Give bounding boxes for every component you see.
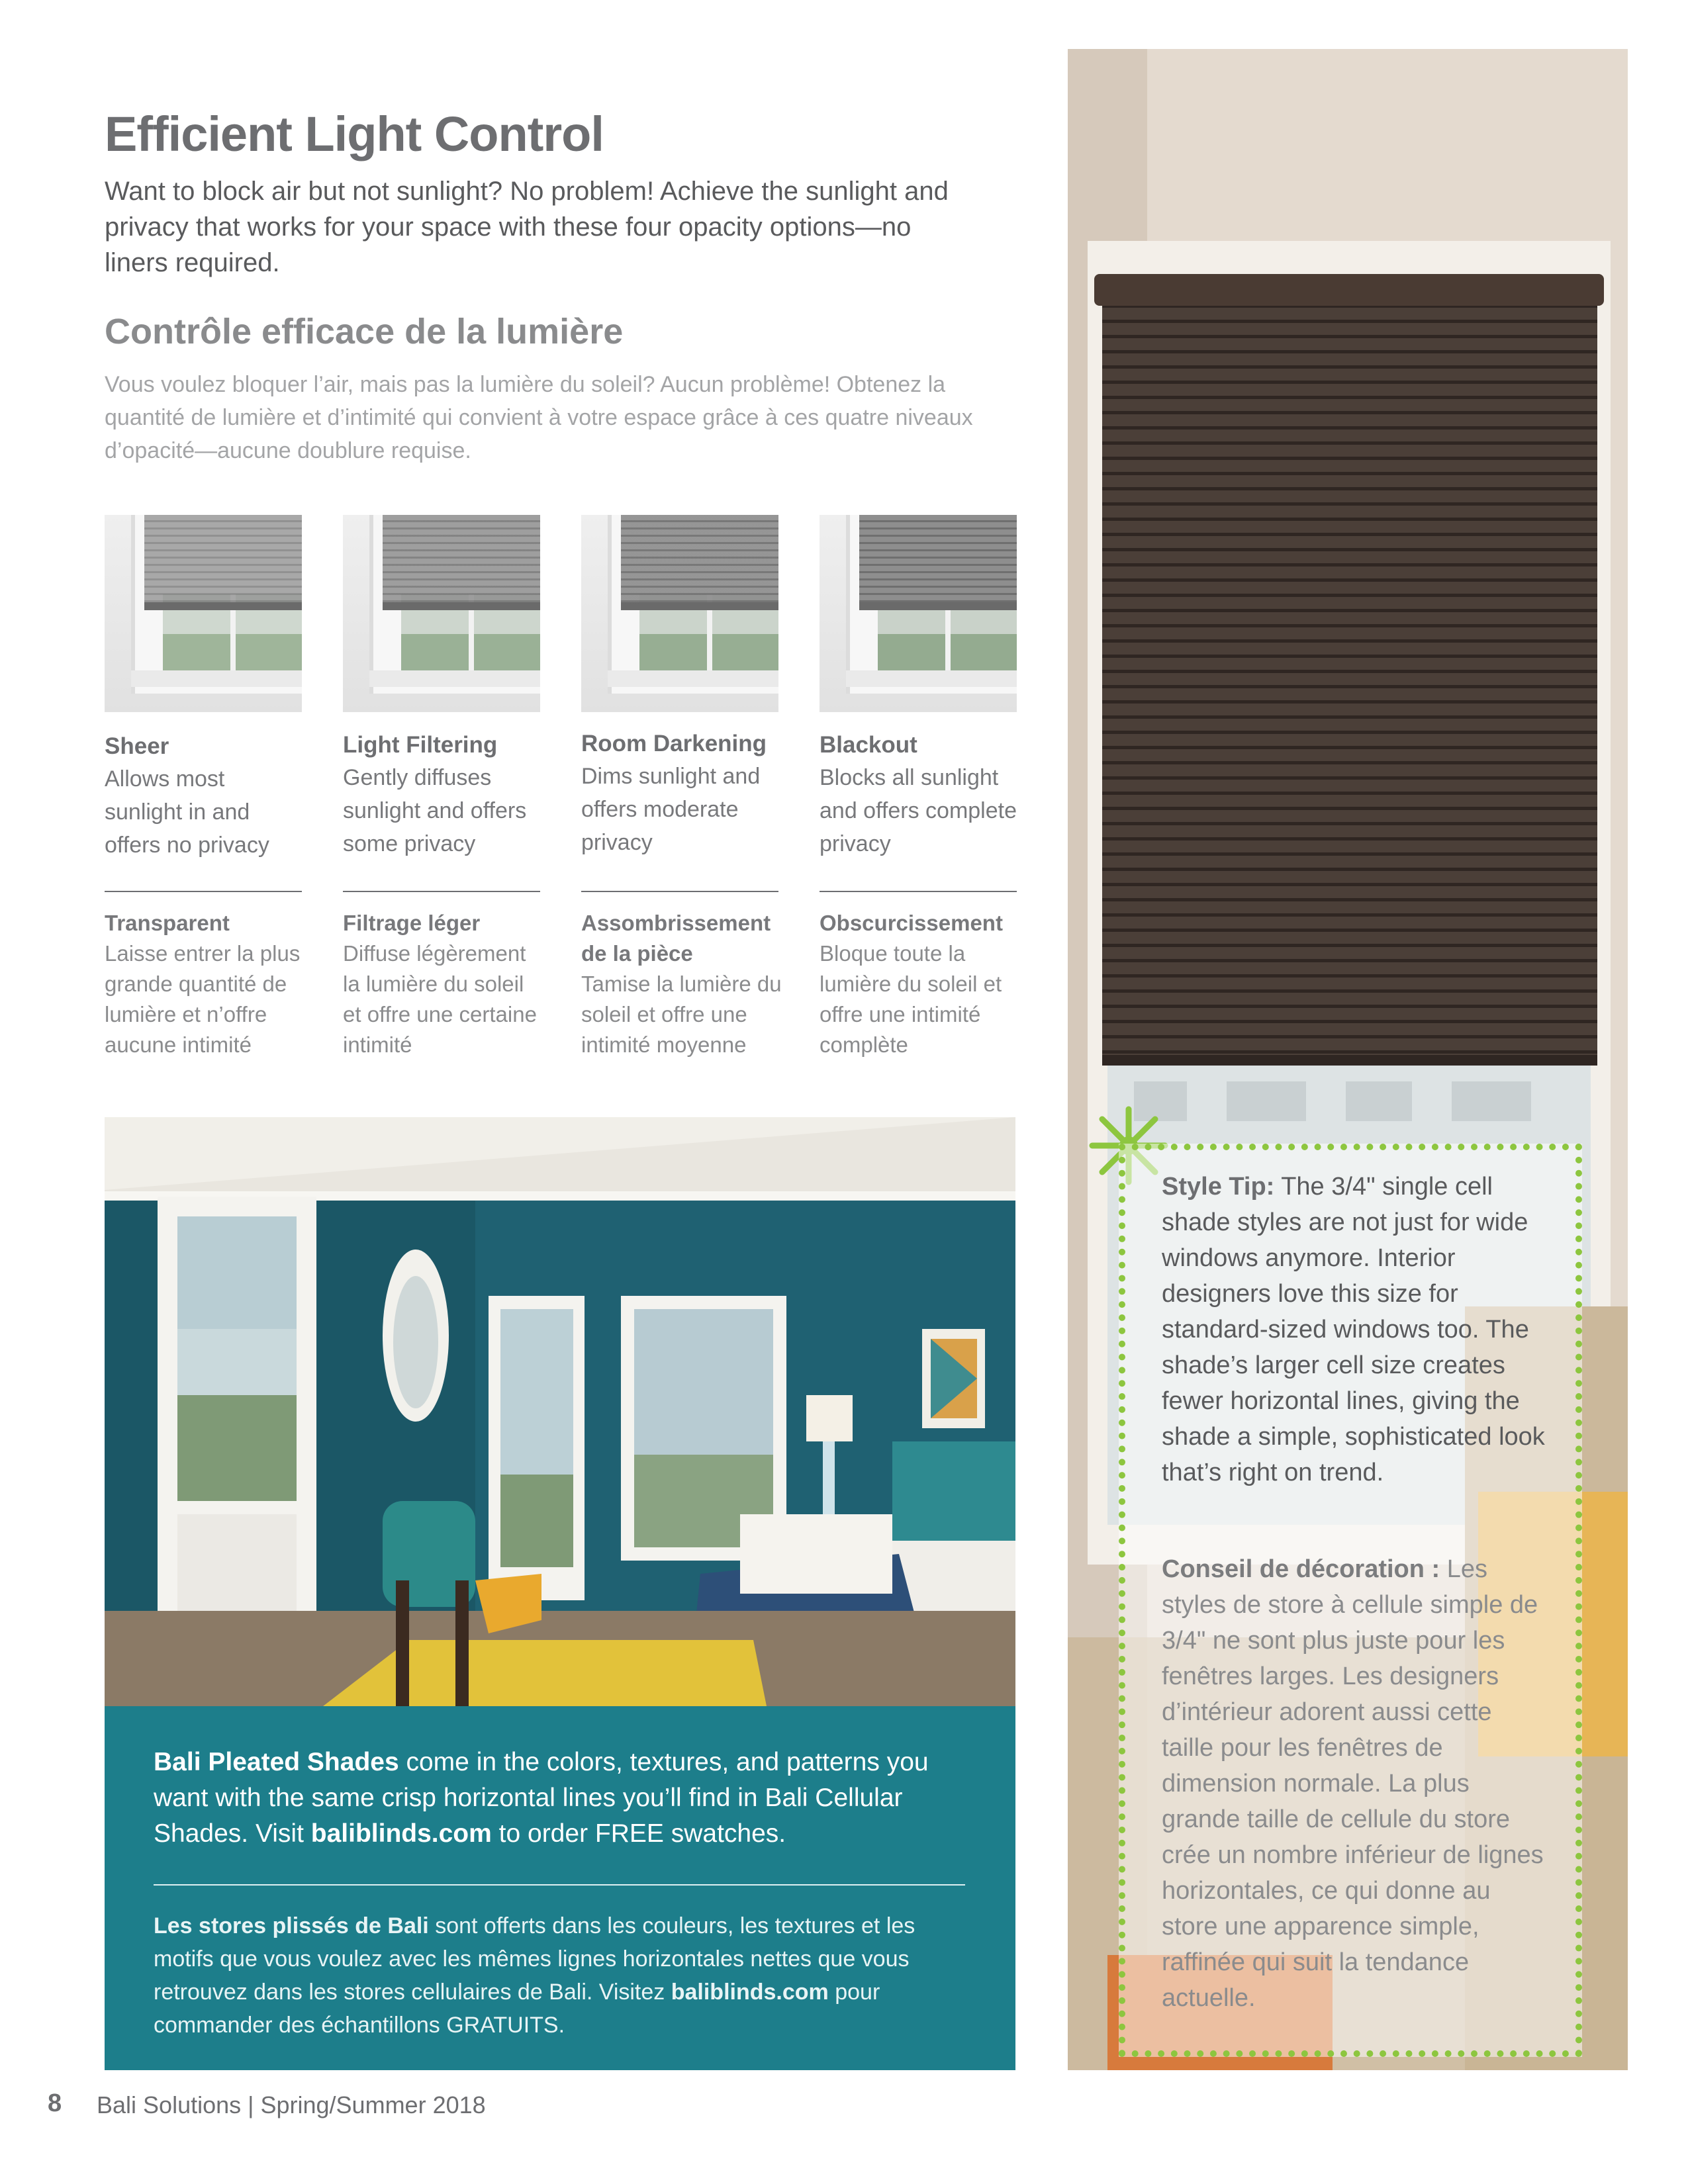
shade-cells — [1102, 306, 1597, 1062]
option-title-fr: Filtrage léger — [343, 911, 481, 935]
option-title: Room Darkening — [581, 731, 767, 756]
panel-text-en — [154, 1745, 981, 1852]
panel-text-fr — [154, 1909, 981, 2042]
style-tip-label-fr: Conseil de décoration : — [1162, 1555, 1440, 1583]
panel-lead-fr: Les stores plissés de Bali — [154, 1913, 429, 1938]
style-tip-body-fr: Les styles de store à cellule simple de 3/4" ne sont plus juste pour les fenêtres larges. Les designers d’intérieur adorent aussi cette taille pour les fenêtres de dimension normale. La plus grande taille de cellule du store crée un nombre inférieur de lignes horizontales, ce qui donne au store une apparence simple, raffinée qui suit la tendance actuelle. — [1162, 1555, 1544, 2012]
divider — [820, 891, 1017, 892]
option-desc: Blocks all sunlight and offers complete privacy — [820, 765, 1017, 856]
option-title-fr: Obscurcissement — [820, 911, 1003, 935]
style-tip-body: The 3/4" single cell shade styles are not just for wide windows anymore. Interior designers love this size for standard-sized windows too. The shade’s larger cell size creates fewer horizontal lines, giving the shade a simple, sophisticated look that’s right on trend. — [1162, 1173, 1545, 1486]
option-title: Sheer — [105, 733, 169, 759]
option-sheer-fr — [105, 908, 310, 1060]
style-tip-text-fr — [1162, 1551, 1546, 2016]
bedroom-photo — [105, 1117, 1015, 1706]
panel-lead: Bali Pleated Shades — [154, 1748, 399, 1776]
option-desc: Allows most sunlight in and offers no privacy — [105, 766, 269, 858]
option-desc: Dims sunlight and offers moderate privacy — [581, 764, 761, 855]
option-desc-fr: Laisse entrer la plus grande quantité de lumière et n’offre aucune intimité — [105, 941, 301, 1057]
panel-body: to order FREE swatches. — [491, 1819, 786, 1848]
room-darkening-shade-image — [581, 515, 778, 712]
option-light-filtering-fr — [343, 908, 541, 1060]
divider — [105, 891, 302, 892]
option-light-filtering — [343, 729, 541, 860]
page-number: 8 — [48, 2089, 62, 2117]
option-blackout-fr — [820, 908, 1031, 1060]
option-blackout — [820, 729, 1018, 860]
bedroom-illustration — [105, 1117, 1015, 1706]
divider — [581, 891, 778, 892]
light-filtering-shade-image — [343, 515, 540, 712]
panel-body: come in the colors, textures, and patterns you want with the same crisp horizontal lines you’ll find in Bali Cellular Shades. Visit — [154, 1748, 929, 1848]
footer-text: Bali Solutions | Spring/Summer 2018 — [97, 2091, 486, 2118]
option-room-darkening-fr — [581, 908, 800, 1060]
page-title-fr: Contrôle efficace de la lumière — [105, 312, 624, 351]
option-desc-fr: Diffuse légèrement la lumière du soleil et offre une certaine intimité — [343, 941, 537, 1057]
panel-body-fr: pour commander des échantillons GRATUITS. — [154, 1979, 880, 2038]
option-title-fr: Transparent — [105, 911, 230, 935]
option-desc-fr: Tamise la lumière du soleil et offre une intimité moyenne — [581, 972, 782, 1057]
option-desc-fr: Bloque toute la lumière du soleil et offre une intimité complète — [820, 941, 1002, 1057]
divider — [343, 891, 540, 892]
panel-body-fr: sont offerts dans les couleurs, les textures et les motifs que vous voulez avec les mêmes lignes horizontales nettes que vous retrouvez dans les stores cellulaires de Bali. Visitez — [154, 1913, 915, 2005]
blackout-shade-image — [820, 515, 1017, 712]
website-link-fr[interactable]: baliblinds.com — [671, 1979, 829, 2005]
page-title: Efficient Light Control — [105, 107, 604, 161]
option-title: Light Filtering — [343, 732, 498, 758]
panel-divider — [154, 1884, 965, 1886]
intro-text-fr: Vous voulez bloquer l’air, mais pas la lumière du soleil? Aucun problème! Obtenez la quantité de lumière et d’intimité qui convient à votre espace grâce à ces quatre niveaux d’opacité—aucune doublure requise. — [105, 372, 973, 463]
option-title: Blackout — [820, 732, 917, 758]
style-tip-label: Style Tip: — [1162, 1173, 1275, 1201]
option-title-fr: Assombrissement de la pièce — [581, 911, 771, 966]
option-room-darkening — [581, 728, 780, 859]
style-tip-text-en — [1162, 1169, 1546, 1490]
sheer-shade-image — [105, 515, 302, 712]
option-sheer — [105, 731, 303, 862]
website-link[interactable]: baliblinds.com — [310, 1819, 492, 1848]
intro-text-en: Want to block air but not sunlight? No problem! Achieve the sunlight and privacy that works for your space with these four opacity options—no liners required. — [105, 177, 949, 277]
option-desc: Gently diffuses sunlight and offers some privacy — [343, 765, 527, 856]
